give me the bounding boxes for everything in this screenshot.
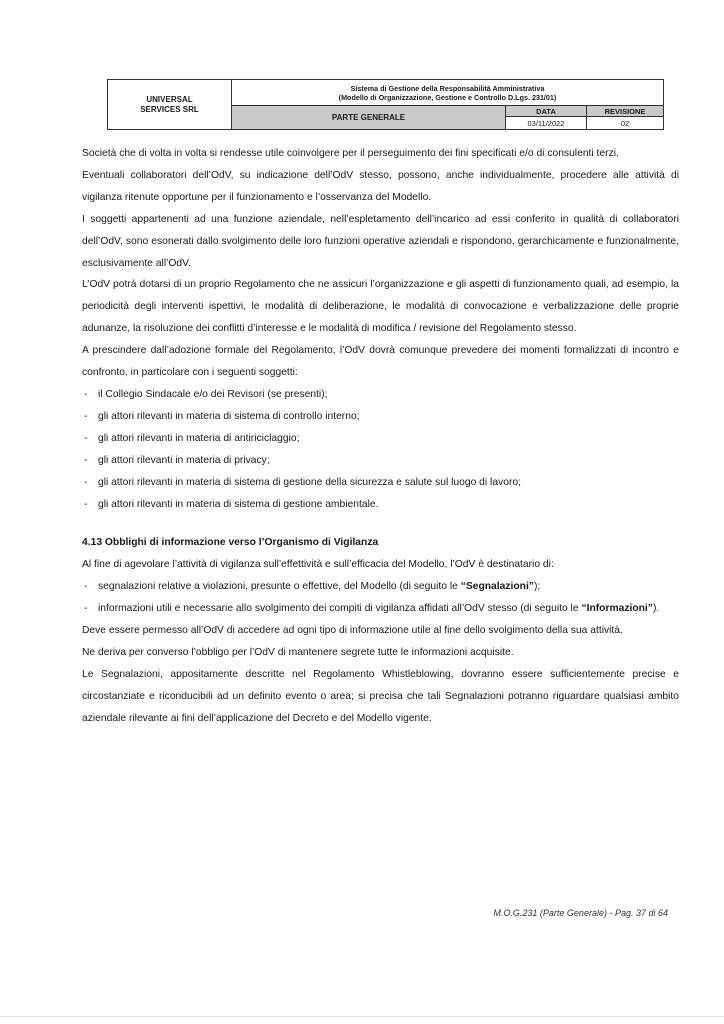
- list-item: [82, 598, 679, 620]
- dash-bullet: -: [84, 432, 88, 444]
- list-item-text: il Collegio Sindacale e/o dei Revisori (se presenti);: [98, 388, 328, 400]
- dash-bullet: -: [84, 454, 88, 466]
- revision-value: 02: [620, 118, 630, 128]
- paragraph: Al fine di agevolare l’attività di vigilanza sull’effettività e sull’efficacia del Modello, l’OdV è destinatario di:: [82, 559, 554, 571]
- list-item-text: gli attori rilevanti in materia di sistema di controllo interno;: [98, 410, 360, 422]
- company-name: [108, 80, 232, 129]
- scan-edge-divider: [0, 1016, 724, 1017]
- meeting-subjects-list: [82, 384, 679, 515]
- reporting-list: [82, 576, 679, 620]
- section-label: PARTE GENERALE: [232, 106, 506, 129]
- dash-bullet: -: [84, 476, 88, 488]
- system-title: [232, 80, 663, 106]
- list-item: [82, 472, 679, 494]
- list-item-end: ).: [652, 603, 660, 615]
- dash-bullet: -: [84, 498, 88, 510]
- dash-bullet: -: [84, 388, 88, 400]
- list-item: [82, 494, 679, 516]
- company-name-line1: UNIVERSAL: [146, 94, 193, 104]
- dash-bullet: -: [84, 410, 88, 422]
- revision-header: REVISIONE: [587, 106, 663, 117]
- system-title-line1: Sistema di Gestione della Responsabilità Amministrativa: [350, 83, 545, 93]
- list-item-end: );: [533, 581, 541, 593]
- paragraph: A prescindere dall’adozione formale del Regolamento, l’OdV dovrà comunque prevedere dei momenti formalizzati di incontro e confronto, in particolare con i seguenti soggetti:: [82, 345, 679, 379]
- paragraph: Società che di volta in volta si rendesse utile coinvolgere per il perseguimento dei fini specificati e/o di consulenti terzi.: [82, 148, 619, 159]
- list-item-bold-term: “Informazioni”: [581, 603, 653, 615]
- page-footer: M.O.G.231 (Parte Generale) - Pag. 37 di 64: [493, 908, 668, 918]
- paragraph: L’OdV potrà dotarsi di un proprio Regolamento che ne assicuri l’organizzazione e gli aspetti di funzionamento quali, ad esempio, la periodicità degli interventi ispettivi, le modalità di deliberazione, le modalità di convocazione e verbalizzazione delle proprie adunanze, la risoluzione dei conflitti d’interesse e le modalità di modifica / revisione del Regolamento stesso.: [82, 279, 679, 335]
- list-item: [82, 384, 679, 406]
- paragraph: Le Segnalazioni, appositamente descritte nel Regolamento Whistleblowing, dovranno essere sufficientemente precise e circostanziate e riconducibili ad un definito evento o area; si precisa che tali Segnalazioni potranno riguardare qualsiasi ambito aziendale rilevante ai fini dell’applicazione del Decreto e del Modello vigente.: [82, 668, 679, 724]
- paragraph: Ne deriva per converso l’obbligo per l’OdV di mantenere segrete tutte le informazioni acquisite.: [82, 646, 514, 658]
- spacer: [82, 515, 679, 532]
- section-heading: 4.13 Obblighi di informazione verso l’Organismo di Vigilanza: [82, 537, 379, 549]
- list-item-text: informazioni utili e necessarie allo svolgimento dei compiti di vigilanza affidati all’OdV stesso (di seguito le: [98, 603, 582, 615]
- list-item: [82, 576, 679, 598]
- list-item: [82, 406, 679, 428]
- document-header-table: [107, 79, 664, 130]
- date-value: 03/11/2022: [506, 117, 587, 129]
- document-body: [82, 143, 679, 730]
- paragraph: I soggetti appartenenti ad una funzione aziendale, nell’espletamento dell’incarico ad essi conferito in qualità di collaboratori dell’OdV, sono esonerati dallo svolgimento delle loro funzioni operative aziendali e rispondono, gerarchicamente e funzionalmente, esclusivamente all’OdV.: [82, 213, 679, 269]
- list-item: [82, 450, 679, 472]
- paragraph: Eventuali collaboratori dell’OdV, su indicazione dell’OdV stesso, possono, anche individualmente, procedere alle attività di vigilanza ritenute opportune per il funzionamento e l’osservanza del Modello.: [82, 169, 679, 203]
- dash-bullet: -: [84, 603, 88, 615]
- list-item-text: gli attori rilevanti in materia di antiriciclaggio;: [98, 432, 300, 444]
- list-item-text: gli attori rilevanti in materia di sistema di gestione della sicurezza e salute sul luogo di lavoro;: [98, 476, 521, 488]
- paragraph: Deve essere permesso all’OdV di accedere ad ogni tipo di informazione utile al fine dello svolgimento della sua attività.: [82, 625, 623, 637]
- list-item: [82, 428, 679, 450]
- dash-bullet: -: [84, 581, 88, 593]
- system-title-line2: (Modello di Organizzazione, Gestione e Controllo D.Lgs. 231/01): [338, 92, 557, 102]
- date-header: DATA: [506, 106, 587, 117]
- list-item-bold-term: “Segnalazioni”: [460, 581, 534, 593]
- list-item-text: segnalazioni relative a violazioni, presunte o effettive, del Modello (di seguito le: [98, 581, 461, 593]
- list-item-text: gli attori rilevanti in materia di privacy;: [98, 454, 270, 466]
- company-name-line2: SERVICES SRL: [140, 104, 199, 114]
- list-item-text: gli attori rilevanti in materia di sistema di gestione ambientale.: [98, 498, 379, 510]
